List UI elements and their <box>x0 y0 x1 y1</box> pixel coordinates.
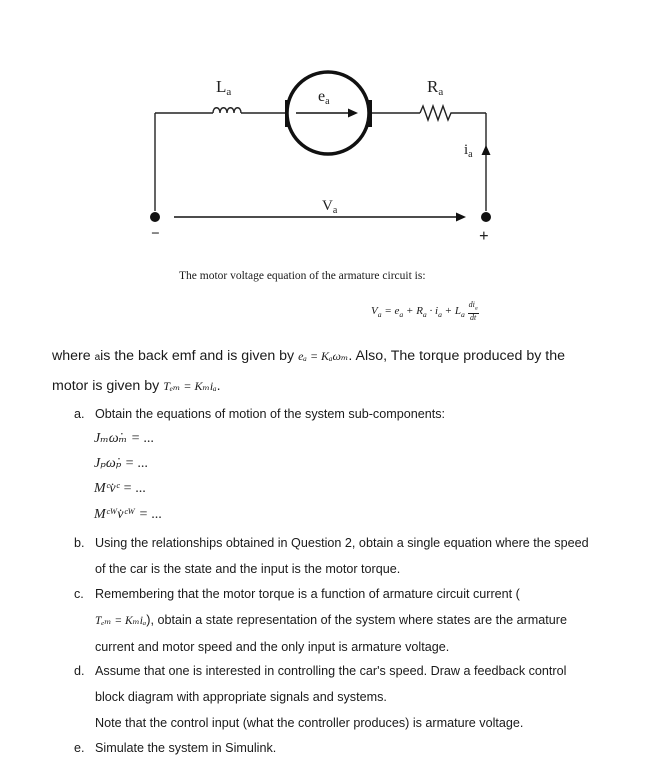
question-d-marker: d. <box>74 664 85 678</box>
question-a <box>74 402 614 426</box>
equation-mc: Mᶜv̇ᶜ = ... <box>94 481 147 496</box>
emf-label: ea <box>318 88 330 107</box>
resistor-zigzag <box>420 106 454 120</box>
intro-line-2: motor is given by Tₑₘ = Kₘiₐ. <box>52 378 221 394</box>
question-a-marker: a. <box>74 407 85 421</box>
plus-sign: + <box>479 226 489 245</box>
inductor-label: La <box>216 77 232 98</box>
derivative-fraction: $\frac{di_a}{dt}$ <box>468 300 478 322</box>
voltage-equation: $V_a = e_a + R_a \cdot i_a + L_a$ $\frac{di_a}{dt}$ <box>371 300 478 322</box>
terminal-negative <box>150 212 160 222</box>
resistor-label: Ra <box>427 77 444 98</box>
equation-jp: Jₚω̇ₚ = ... <box>94 456 149 471</box>
question-b-marker: b. <box>74 536 85 550</box>
question-e: e. Simulate the system in Simulink. <box>74 736 614 760</box>
question-a-text: Obtain the equations of motion of the system sub-components: <box>95 407 446 421</box>
question-c-marker: c. <box>74 587 84 601</box>
question-b: b. Using the relationships obtained in Question 2, obtain a single equation where the speed of the car is the state and the input is the motor torque. <box>74 531 614 581</box>
current-label: $i_a$ <box>464 142 473 160</box>
inductor-coil <box>213 108 241 113</box>
terminal-positive <box>481 212 491 222</box>
equation-jm: Jₘω̇ₘ = ... <box>94 431 155 446</box>
voltage-arrow-head <box>456 213 466 222</box>
armature-circuit-diagram <box>0 0 671 250</box>
current-arrow-head <box>482 145 491 155</box>
question-c: c. Remembering that the motor torque is a function of armature circuit current ( Tₑₘ = Kₘiₐ), obtain a state representation of the system where states are the armature current and motor speed and the only input is armature voltage. <box>74 582 614 659</box>
intro-paragraph <box>52 342 612 400</box>
intro-line-1: where ais the back emf and is given by eₐ = Kₐωₘ. Also, The torque produced by the <box>52 348 566 364</box>
voltage-label: $V_a$ <box>322 198 338 216</box>
question-e-marker: e. <box>74 741 85 755</box>
equation-mcw: Mᶜᵂv̇ᶜᵂ = ... <box>94 507 163 522</box>
minus-sign: − <box>151 226 160 242</box>
circuit-caption: The motor voltage equation of the armature circuit is: <box>179 270 426 282</box>
question-d: d. Assume that one is interested in controlling the car's speed. Draw a feedback control block diagram with appropriate signals and systems. Note that the control input (what the controller produces) is armature voltage. <box>74 659 614 735</box>
